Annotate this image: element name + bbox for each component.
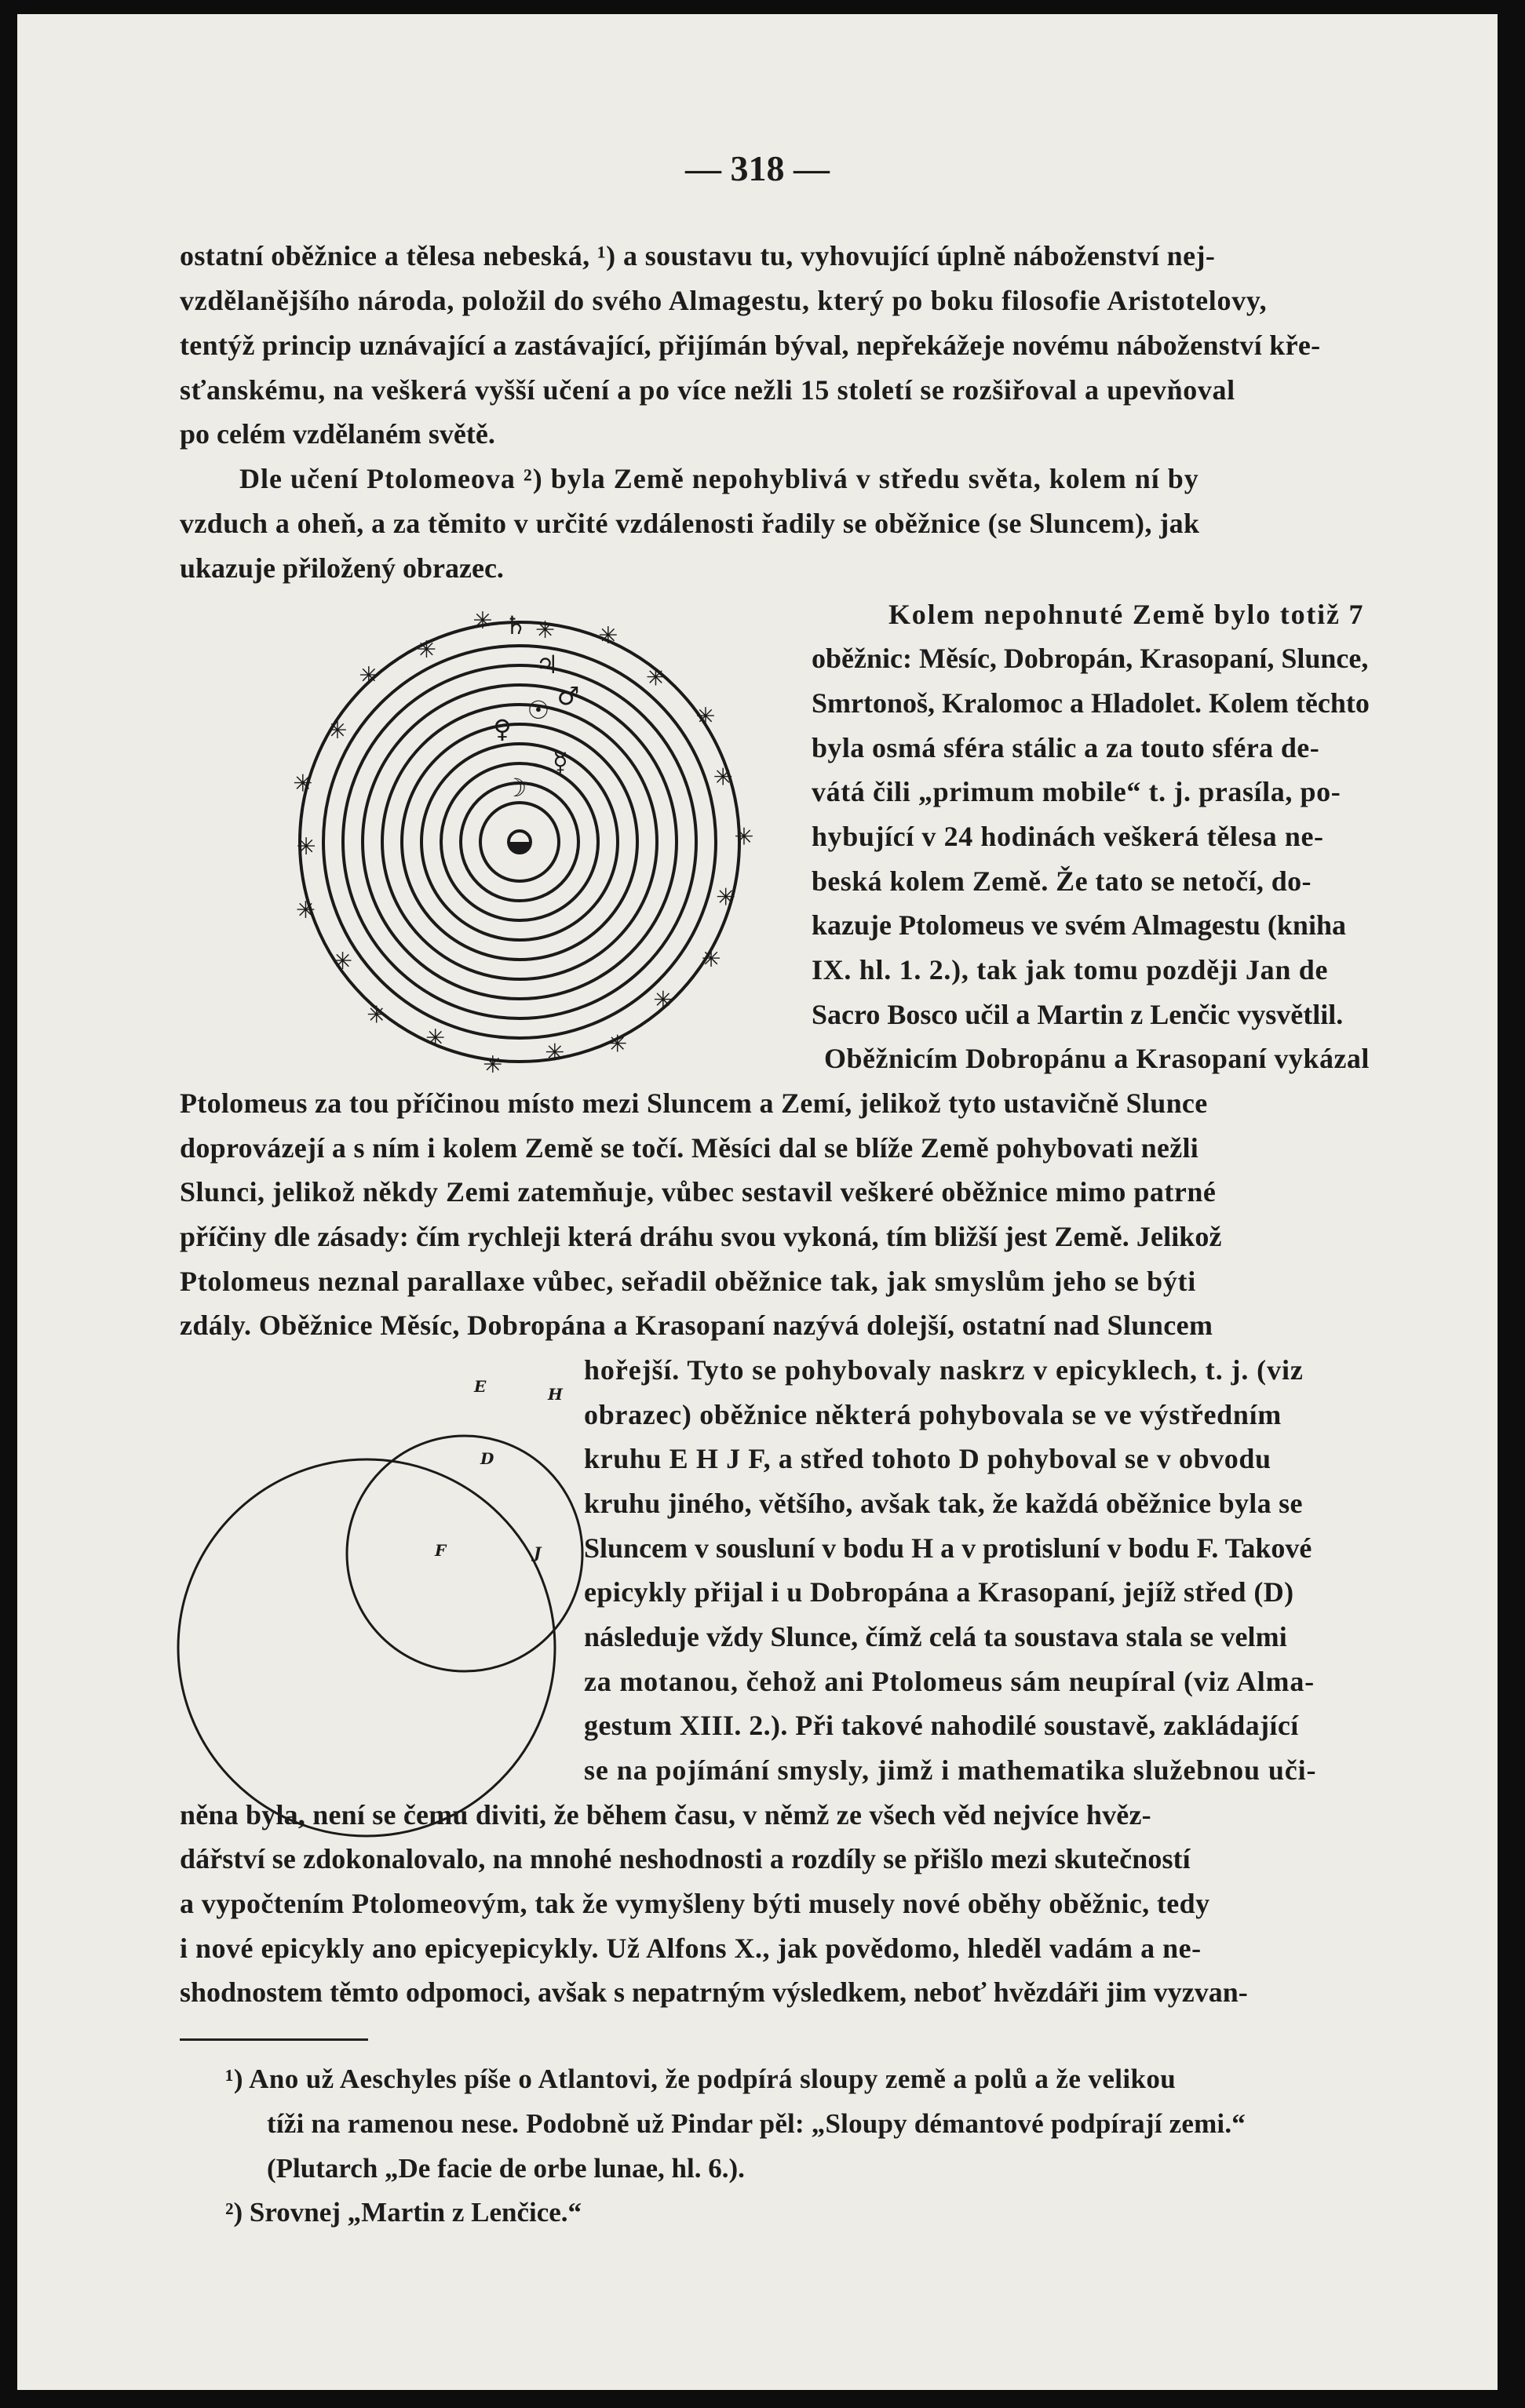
fixed-star-mark: ✳ [293,770,313,798]
text-line: Ptolomeus neznal parallaxe vůbec, seřadil oběžnice tak, jak smyslům jeho se býti [180,1266,1196,1297]
fixed-star-mark: ✳ [545,1039,565,1067]
text-line: Ptolomeus za tou příčinou místo mezi Sluncem a Zemí, jelikož tyto ustavičně Slunce [180,1087,1208,1119]
text-line: oběžnic: Měsíc, Dobropán, Krasopaní, Slunce, [812,643,1369,674]
text-line: za motanou, čehož ani Ptolomeus sám neupíral (viz Alma- [584,1666,1315,1697]
text-line: beská kolem Země. Že tato se netočí, do- [812,865,1312,897]
book-page [17,14,1498,2390]
footnote-line: tíži na ramenou nese. Podobně už Pindar pěl: „Sloupy démantové podpírají zemi.“ [267,2108,1246,2139]
fixed-star-mark: ✳ [359,662,379,690]
text-line: kruhu jiného, většího, avšak tak, že každá oběžnice byla se [584,1488,1303,1519]
label-d: D [480,1449,494,1468]
text-line: Sluncem v sousluní v bodu H a v protisluní v bodu F. Takové [584,1532,1312,1564]
jupiter-symbol: ♃ [535,650,559,679]
text-line: Oběžnicím Dobropánu a Krasopaní vykázal [824,1043,1370,1074]
fixed-star-mark: ✳ [425,1024,446,1052]
text-line: i nové epicykly ano epicyepicykly. Už Alfons X., jak povědomo, hleděl vadám a ne- [180,1933,1202,1964]
text-line: zdály. Oběžnice Měsíc, Dobropána a Krasopaní nazývá dolejší, ostatní nad Sluncem [180,1310,1213,1341]
fixed-star-mark: ✳ [367,1001,387,1029]
text-line: doprovázejí a s ním i kolem Země se točí. Měsíci dal se blíže Země pohybovati nežli [180,1132,1199,1164]
text-line: obrazec) oběžnice některá pohybovala se ve výstředním [584,1399,1282,1430]
text-line: něna byla, není se čemu diviti, že během času, v němž ze všech věd nejvíce hvěz- [180,1799,1151,1831]
fixed-star-mark: ✳ [734,823,754,851]
text-line: shodnostem těmto odpomoci, avšak s nepatrným výsledkem, neboť hvězdáři jim vyzvan- [180,1976,1248,2008]
footnote-line: (Plutarch „De facie de orbe lunae, hl. 6.). [267,2153,745,2184]
epicycle-circle [347,1436,582,1671]
text-line: ostatní oběžnice a tělesa nebeská, ¹) a soustavu tu, vyhovující úplně náboženství nej- [180,240,1216,271]
text-line: vátá čili „primum mobile“ t. j. prasíla, po- [812,776,1341,807]
text-line: gestum XIII. 2.). Při takové nahodilé soustavě, zakládající [584,1710,1299,1741]
fixed-star-mark: ✳ [713,763,733,792]
text-line: ukazuje přiložený obrazec. [180,552,504,584]
sun-symbol: ☉ [527,695,550,725]
mercury-symbol: ☿ [553,747,568,777]
text-line: vzduch a oheň, a za těmito v určité vzdálenosti řadily se oběžnice (se Sluncem), jak [180,508,1200,539]
label-j: J [534,1543,542,1562]
fixed-star-mark: ✳ [607,1030,628,1058]
text-line: dářství se zdokonalovalo, na mnohé neshodnosti a rozdíly se přišlo mezi skutečností [180,1843,1191,1874]
footnote-line: ¹) Ano už Aeschyles píše o Atlantovi, že podpírá sloupy země a polů a že velikou [225,2064,1177,2094]
fixed-star-mark: ✳ [483,1051,503,1079]
text-line: a vypočtením Ptolomeovým, tak že vymyšleny býti musely nové oběhy oběžnic, tedy [180,1888,1210,1919]
text-line: byla osmá sféra stálic a za touto sféra de- [812,732,1320,763]
fixed-star-mark: ✳ [296,833,316,862]
deferent-circle [178,1459,555,1836]
text-line: IX. hl. 1. 2.), tak jak tomu později Jan de [812,954,1329,985]
fixed-star-mark: ✳ [472,607,493,635]
mars-symbol: ♂ [556,681,580,711]
label-f: F [435,1541,447,1560]
fixed-star-mark: ✳ [716,883,736,912]
label-e: E [474,1377,487,1396]
fixed-star-mark: ✳ [598,622,618,650]
text-line: Smrtonoš, Kralomoc a Hladolet. Kolem těchto [812,687,1370,719]
fixed-star-mark: ✳ [327,717,348,745]
text-line: Dle učení Ptolomeova ²) byla Země nepohyblivá v středu světa, kolem ní by [239,463,1199,494]
venus-symbol: ♀ [493,714,512,744]
ptolemaic-system-diagram [276,595,763,1081]
fixed-star-mark: ✳ [645,664,666,692]
footnote-line: ²) Srovnej „Martin z Lenčice.“ [225,2197,582,2228]
fixed-star-mark: ✳ [701,945,721,974]
text-line: hybující v 24 hodinách veškerá tělesa ne- [812,821,1324,852]
text-line: kazuje Ptolomeus ve svém Almagestu (kniha [812,909,1346,941]
text-line: hořejší. Tyto se pohybovaly naskrz v epicyklech, t. j. (viz [584,1354,1304,1386]
fixed-star-mark: ✳ [653,986,673,1015]
fixed-star-mark: ✳ [416,636,436,665]
fixed-star-mark: ✳ [333,948,353,976]
text-line: po celém vzdělaném světě. [180,418,495,450]
text-line: se na pojímání smysly, jimž i mathematika služebnou uči- [584,1754,1317,1786]
text-line: následuje vždy Slunce, čímž celá ta soustava stala se velmi [584,1621,1287,1652]
text-line: Slunci, jelikož někdy Zemi zatemňuje, vůbec sestavil veškeré oběžnice mimo patrné [180,1176,1217,1208]
text-line: sťanskému, na veškerá vyšší učení a po více nežli 15 století se rozšiřoval a upevňoval [180,374,1235,406]
fixed-star-mark: ✳ [695,702,716,730]
epicycle-diagram [166,1348,606,1834]
moon-symbol: ☽ [504,773,527,803]
text-line: příčiny dle zásady: čím rychleji která dráhu svou vykoná, tím bližší jest Země. Jelikož [180,1221,1222,1252]
text-line: kruhu E H J F, a střed tohoto D pohyboval se v obvodu [584,1443,1271,1474]
text-line: Kolem nepohnuté Země bylo totiž 7 [888,599,1365,630]
text-line: epicykly přijal i u Dobropána a Krasopaní, jejíž střed (D) [584,1576,1294,1608]
footnote-rule [180,2038,368,2041]
fixed-star-mark: ✳ [535,617,556,644]
label-h: H [548,1385,563,1404]
saturn-symbol: ♄ [504,610,527,640]
text-line: vzdělanějšího národa, položil do svého Almagestu, který po boku filosofie Aristotelovy, [180,285,1268,316]
text-line: Sacro Bosco učil a Martin z Lenčic vysvětlil. [812,999,1344,1030]
fixed-star-mark: ✳ [295,896,316,924]
page-number: — 318 — [685,148,830,188]
text-line: tentýž princip uznávající a zastávající, přijímán býval, nepřekážeje novému náboženství kře- [180,330,1321,361]
